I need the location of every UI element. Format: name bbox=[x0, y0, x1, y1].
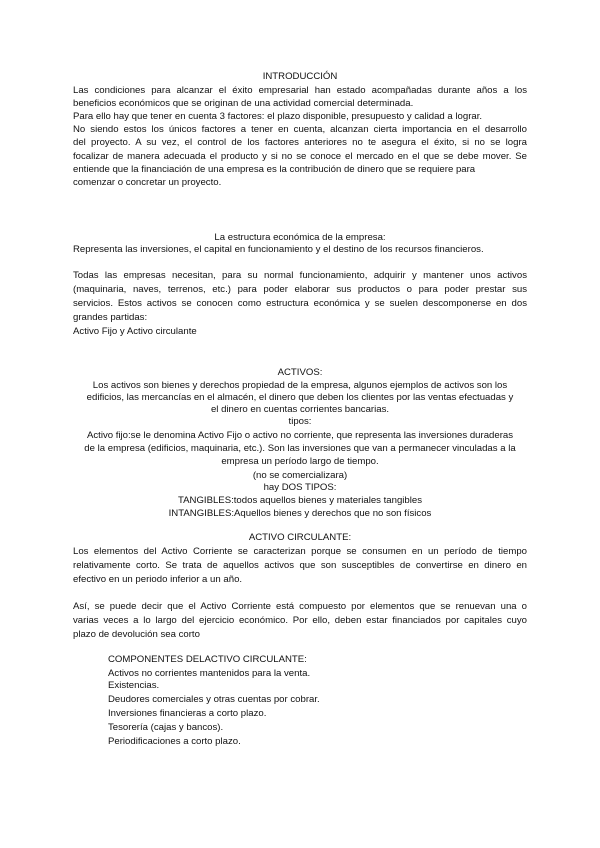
intro-line: entiende que la financiación de una empresa es la contribución de dinero que se requiere para bbox=[73, 164, 476, 175]
activos-line: Activo fijo:se le denomina Activo Fijo o activo no corriente, que representa las inversiones duraderas bbox=[86, 430, 514, 441]
intro-title: INTRODUCCIÓN bbox=[262, 71, 338, 82]
intro-line: Para ello hay que tener en cuenta 3 factores: el plazo disponible, presupuesto y calidad a lograr. bbox=[73, 111, 483, 122]
activos-line: INTANGIBLES:Aquellos bienes y derechos que no son físicos bbox=[168, 508, 432, 519]
estructura-subtitle: Representa las inversiones, el capital en funcionamiento y el destino de los recursos financieros. bbox=[73, 244, 484, 255]
circulante-line: relativamente corto. Se trata de aquellos activos que son susceptibles de convertirse en dinero en bbox=[73, 560, 527, 571]
activos-line: tipos: bbox=[288, 416, 312, 427]
component-item: Activos no corrientes mantenidos para la venta. bbox=[108, 668, 311, 679]
intro-line: beneficios económicos que se originan de una actividad comercial determinada. bbox=[73, 98, 414, 109]
components-title: COMPONENTES DELACTIVO CIRCULANTE: bbox=[108, 654, 307, 665]
circulante-line: efectivo en un periodo inferior a un año. bbox=[73, 574, 243, 585]
activos-line: (no se comercializara) bbox=[252, 470, 348, 481]
estructura-line: grandes partidas: bbox=[73, 312, 148, 323]
component-item: Periodificaciones a corto plazo. bbox=[108, 736, 241, 747]
activos-line: de la empresa (edificios, maquinaria, etc.). Son las inversiones que van a permanecer vinculadas a la bbox=[84, 443, 516, 454]
circulante-title: ACTIVO CIRCULANTE: bbox=[248, 532, 352, 543]
intro-line: del proyecto. A su vez, el control de los factores anteriores no te asegura el éxito, si no se logra bbox=[73, 137, 527, 148]
estructura-line: servicios. Estos activos se conocen como estructura económica y se suelen descomponerse en dos bbox=[73, 298, 527, 309]
circulante-line: varias veces a lo largo del ejercicio económico. Por ello, deben estar financiados por capitales cuyo bbox=[73, 615, 527, 626]
component-item: Existencias. bbox=[108, 680, 160, 691]
activos-line: Los activos son bienes y derechos propiedad de la empresa, algunos ejemplos de activos son los bbox=[92, 380, 508, 391]
activos-line: empresa un período largo de tiempo. bbox=[221, 456, 379, 467]
intro-line: comenzar o concretar un proyecto. bbox=[73, 177, 222, 188]
activos-line: hay DOS TIPOS: bbox=[263, 482, 337, 493]
estructura-line: (maquinaria, naves, terrenos, etc.) para poder elaborar sus productos o para poder prestar sus bbox=[73, 284, 527, 295]
intro-line: Las condiciones para alcanzar el éxito empresarial han estado acompañadas durante años a los bbox=[73, 85, 527, 96]
circulante-line: Así, se puede decir que el Activo Corriente está compuesto por elementos que se renuevan una o bbox=[73, 601, 527, 612]
estructura-line: Todas las empresas necesitan, para su normal funcionamiento, adquirir y mantener unos activos bbox=[73, 270, 527, 281]
intro-line: No siendo estos los únicos factores a tener en cuenta, alcanzan cierta importancia en el desarrollo bbox=[73, 124, 527, 135]
estructura-line: Activo Fijo y Activo circulante bbox=[73, 326, 197, 337]
activos-title: ACTIVOS: bbox=[277, 367, 323, 378]
intro-line: focalizar de manera adecuada el producto y si no se conoce el mercado en el que se debe mover. Se bbox=[73, 151, 527, 162]
component-item: Inversiones financieras a corto plazo. bbox=[108, 708, 267, 719]
circulante-line: plazo de devolución sea corto bbox=[73, 629, 200, 640]
estructura-title: La estructura económica de la empresa: bbox=[214, 232, 386, 243]
circulante-line: Los elementos del Activo Corriente se caracterizan porque se consumen en un período de tiempo bbox=[73, 546, 527, 557]
activos-line: TANGIBLES:todos aquellos bienes y materiales tangibles bbox=[177, 495, 423, 506]
component-item: Tesorería (cajas y bancos). bbox=[108, 722, 224, 733]
component-item: Deudores comerciales y otras cuentas por cobrar. bbox=[108, 694, 320, 705]
activos-line: el dinero en cuentas corrientes bancarias. bbox=[210, 404, 390, 415]
activos-line: edificios, las mercancías en el almacén, el dinero que deben los clientes por las ventas efectuadas y bbox=[86, 392, 514, 403]
